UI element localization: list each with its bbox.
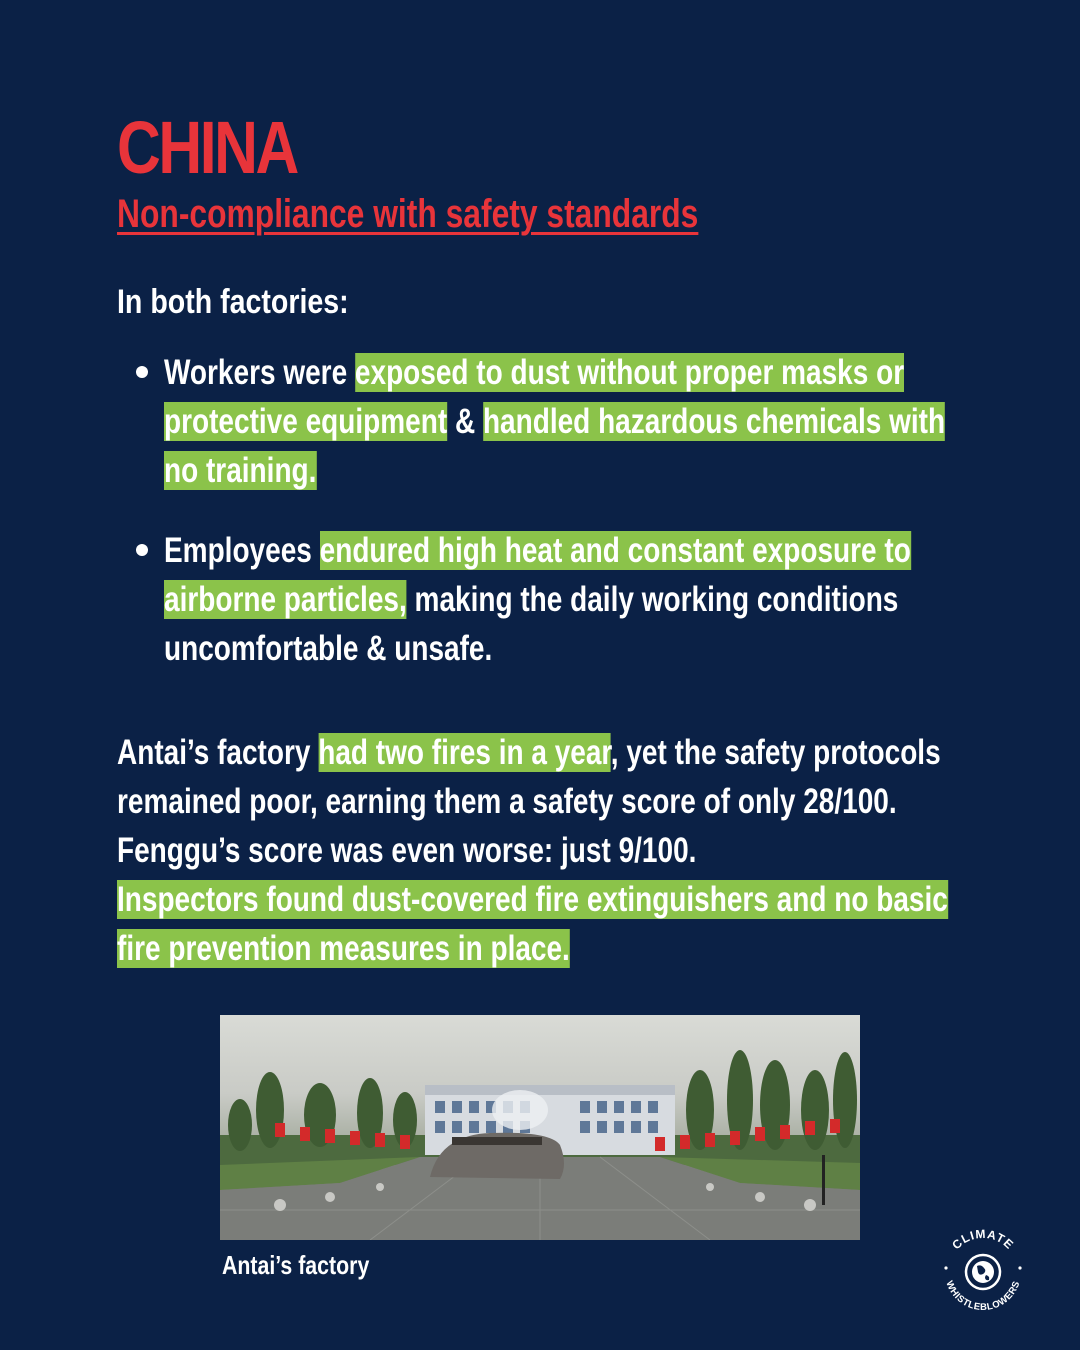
text-line [117, 728, 941, 777]
text-line [117, 875, 948, 924]
text-line [164, 526, 911, 575]
highlighted-text: had two fires in a year [318, 733, 611, 772]
logo-bottom-text: WHISTLEBLOWERS [943, 1279, 1023, 1314]
text-segment: Workers were [164, 353, 355, 392]
logo-top-text: CLIMATE [949, 1226, 1017, 1253]
highlighted-text: fire prevention measures in place. [117, 929, 570, 968]
svg-text:WHISTLEBLOWERS [943, 1279, 1022, 1313]
text-segment: Fenggu’s score was even worse: just 9/100. [117, 831, 697, 870]
text-line [164, 446, 316, 495]
highlighted-text: no training. [164, 451, 317, 490]
text-line [117, 826, 696, 875]
text-line [164, 397, 945, 446]
photo-caption: Antai’s factory [222, 1250, 370, 1280]
text-line [164, 348, 904, 397]
highlighted-text: Inspectors found dust-covered fire extinguishers and no basic [117, 880, 948, 919]
climate-whistleblowers-logo [933, 1222, 1033, 1322]
highlighted-text: protective equipment [164, 402, 448, 441]
text-segment: making the daily working conditions [406, 580, 899, 619]
text-segment: remained poor, earning them a safety score of only 28/100. [117, 782, 897, 821]
factory-photo [220, 1015, 860, 1240]
highlighted-text: endured high heat and constant exposure to [319, 531, 911, 570]
globe-icon [966, 1255, 1000, 1289]
page-subtitle: Non-compliance with safety standards [117, 192, 699, 236]
page-title: CHINA [117, 106, 297, 189]
highlighted-text: airborne particles, [164, 580, 407, 619]
text-segment: Employees [164, 531, 320, 570]
text-line [117, 924, 570, 973]
svg-text:CLIMATE [949, 1227, 1017, 1252]
highlighted-text: handled hazardous chemicals with [482, 402, 946, 441]
text-line [164, 575, 898, 624]
highlighted-text: exposed to dust without proper masks or [354, 353, 905, 392]
intro-text: In both factories: [117, 283, 349, 321]
text-line [164, 624, 492, 673]
bullet-marker [136, 366, 148, 378]
text-segment: , yet the safety protocols [610, 733, 941, 772]
text-segment: & [447, 402, 483, 441]
text-segment: Antai’s factory [117, 733, 319, 772]
text-line [117, 777, 897, 826]
bullet-marker [136, 544, 148, 556]
text-segment: uncomfortable & unsafe. [164, 629, 493, 668]
